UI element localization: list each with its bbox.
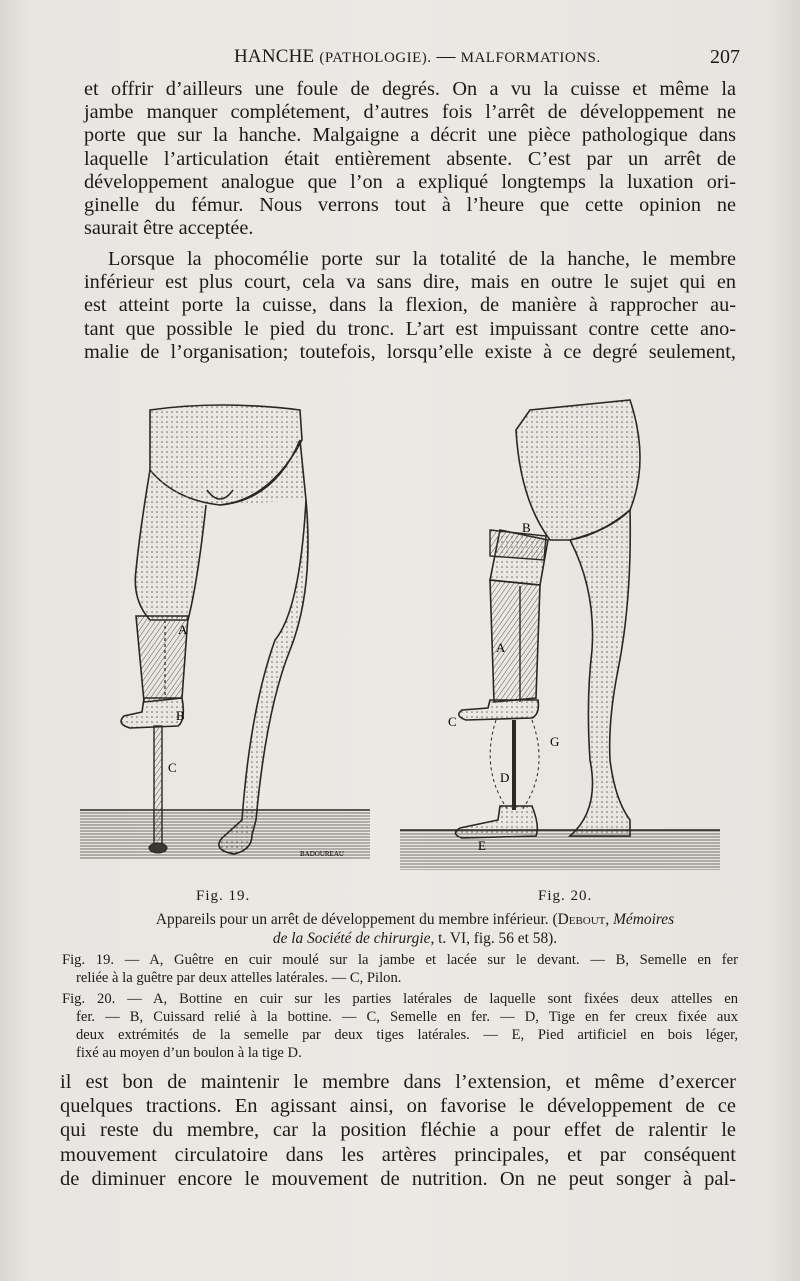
header-title-sub: (PATHOLOGIE). [319,50,432,66]
legend-line: fixé au moyen d’un boulon à la tige D. [76,1045,302,1061]
text-line: tant que possible le pied du tronc. L’art est impuissant contre cette ano- [84,317,736,340]
fig20-letter-g: G [550,734,560,749]
fig19-letter-c: C [168,760,177,775]
legend-line: deux extrémités de la semelle par deux tiges latérales. — E, Pied artificiel en bois léger, [76,1027,738,1043]
text-line: il est bon de maintenir le membre dans l’extension, et même d’exercer [60,1071,736,1093]
fig19-letter-b: B [176,708,185,723]
text-line: et offrir d’ailleurs une foule de degrés. On a vu la cuisse et même la [84,78,736,100]
paragraph-3 [60,1070,736,1191]
legend-line: fer. — B, Cuissard relié à la bottine. — C, Semelle en fer. — D, Tige en fer creux fixée aux [76,1009,738,1025]
fig19-label: Fig. 19. [196,888,251,904]
text-line: est atteint porte la cuisse, dans la flexion, de manière à rapprocher au- [84,294,736,317]
legend-line: reliée à la guêtre par deux attelles latérales. — C, Pilon. [76,970,402,986]
fig20-letter-b: B [522,520,531,535]
fig19-letter-a: A [178,622,188,637]
text-line: malie de l’organisation; toutefois, lorsqu’elle existe à ce degré seulement, [84,340,736,363]
text-line: développement analogue que l’on a expliqué longtemps la luxation ori- [84,170,736,193]
text-line: ginelle du fémur. Nous verrons tout à l’heure que cette opinion ne [84,194,736,217]
figure-caption [70,910,760,948]
running-header [84,44,740,70]
fig20-letter-d: D [500,770,510,785]
legend-fig19 [62,951,738,987]
fig20-letter-a: A [496,640,506,655]
legend-fig20 [62,990,738,1062]
legend-line: Fig. 20. — A, Bottine en cuir sur les parties latérales de laquelle sont fixées deux attelles en [62,991,738,1007]
text-line: de diminuer encore le mouvement de nutrition. On ne peut songer à pal- [60,1167,736,1190]
caption-line-2: de la Société de chirurgie, t. VI, fig. 56 et 58). [272,930,558,947]
header-topic: MALFORMATIONS. [460,50,601,66]
header-title [234,46,601,68]
text-line: mouvement circulatoire dans les artères principales, et par conséquent [60,1143,736,1166]
paragraph-2 [84,248,736,364]
text-line: saurait être acceptée. [84,217,254,240]
fig20-label: Fig. 20. [538,888,593,904]
text-line: jambe manquer complétement, d’autres fois l’arrêt de développement ne [84,101,736,124]
caption-line-1: Appareils pour un arrêt de développement du membre inférieur. (Debout, Mémoires [155,911,675,928]
prosthesis-engraving [70,380,750,880]
page-number: 207 [710,46,740,68]
fig19-drawing [80,405,370,860]
text-line: porte que sur la hanche. Malgaigne a décrit une pièce pathologique dans [84,124,736,147]
caption-author: Debout [557,911,606,928]
fig20-letter-e: E [478,838,486,853]
header-dash: — [436,46,456,67]
text-line: qui reste du membre, car la position fléchie a pour effet de ralentir le [60,1119,736,1142]
text-line: inférieur est plus court, cela va sans dire, mais en outre le sujet qui en [84,271,736,294]
text-line: laquelle l’articulation était entièrement absente. C’est par un arrêt de [84,147,736,170]
text-line: Lorsque la phocomélie porte sur la totalité de la hanche, le membre [108,248,736,270]
header-title-main: HANCHE [234,46,315,67]
paragraph-1 [84,78,736,240]
fig20-drawing [400,400,720,870]
legend-line: Fig. 19. — A, Guêtre en cuir moulé sur la jambe et lacée sur le devant. — B, Semelle en fer [62,952,738,968]
engraver-signature: BADOUREAU [300,850,344,858]
engraving-figure [70,380,750,880]
text-line: quelques tractions. En agissant ainsi, on favorise le développement de ce [60,1095,736,1118]
fig20-letter-c: C [448,714,457,729]
